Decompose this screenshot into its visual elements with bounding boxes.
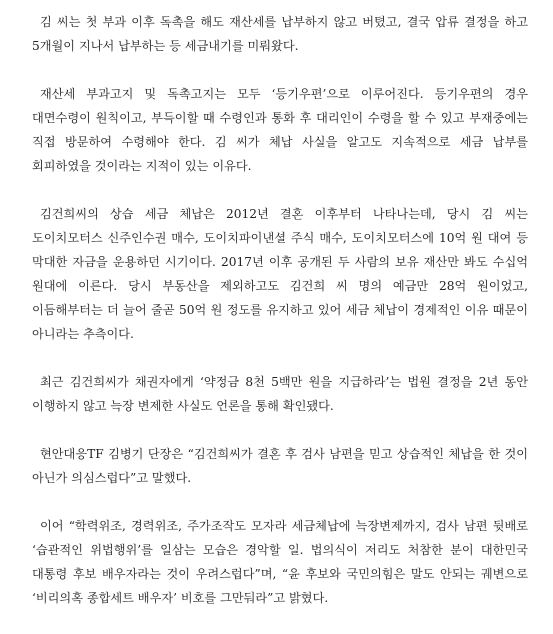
paragraph-closing-quote: 이어 “학력위조, 경력위조, 주가조작도 모자라 세금체납에 늑장변제까지, 검사 남편 뒷배로 ‘습관적인 위법행위’를 일삼는 모습은 경악할 일. 법의식이 저리도 처참한 분이 대한민국 대통령 후보 배우자라는 것이 우려스럽다”며, “윤 후보와 국민의힘은 말도 안되는 궤변으로 ‘비리의혹 종합세트 배우자’ 비호를 그만둬라”고 밝혔다. bbox=[32, 519, 528, 605]
paragraph-tf-leader-quote: 현안대응TF 김병기 단장은 “김건희씨가 결혼 후 검사 남편을 믿고 상습적인 체납을 한 것이 아닌가 의심스럽다”고 말했다. bbox=[32, 447, 528, 485]
paragraph-property-tax-delay: 김 씨는 첫 부과 이후 독촉을 해도 재산세를 납부하지 않고 버텼고, 결국 압류 결정을 하고 5개월이 지나서 납부하는 등 세금내기를 미뤄왔다. bbox=[32, 15, 528, 53]
paragraph-registered-mail: 재산세 부과고지 및 독촉고지는 모두 ‘등기우편’으로 이루어진다. 등기우편의 경우 대면수령이 원칙이고, 부득이할 때 수령인과 통화 후 대리인이 수령을 할 수 있고 부재중에는 직접 방문하여 수령해야 한다. 김 씨가 체납 사실을 알고도 지속적으로 세금 납부를 회피하였을 것이라는 지적이 있는 이유다. bbox=[32, 87, 528, 173]
paragraph-court-decision: 최근 김건희씨가 채권자에게 ‘약정금 8천 5백만 원을 지급하라’는 법원 결정을 2년 동안 이행하지 않고 늑장 변제한 사실도 언론을 통해 확인됐다. bbox=[32, 375, 528, 413]
article-body bbox=[32, 10, 528, 634]
paragraph-habitual-arrears: 김건희씨의 상습 세금 체납은 2012년 결혼 이후부터 나타나는데, 당시 김 씨는 도이치모터스 신주인수권 매수, 도이치파이낸셜 주식 매수, 도이치모터스에 10억 원 대여 등 막대한 자금을 운용하던 시기이다. 2017년 이후 공개된 두 사람의 보유 재산만 봐도 수십억 원대에 이른다. 당시 부동산을 제외하고도 김건희 씨 명의 예금만 28억 원이었고, 이듬해부터는 더 늘어 줄곧 50억 원 정도를 유지하고 있어 세금 체납이 경제적인 이유 때문이 아니라는 추측이다. bbox=[32, 207, 528, 341]
